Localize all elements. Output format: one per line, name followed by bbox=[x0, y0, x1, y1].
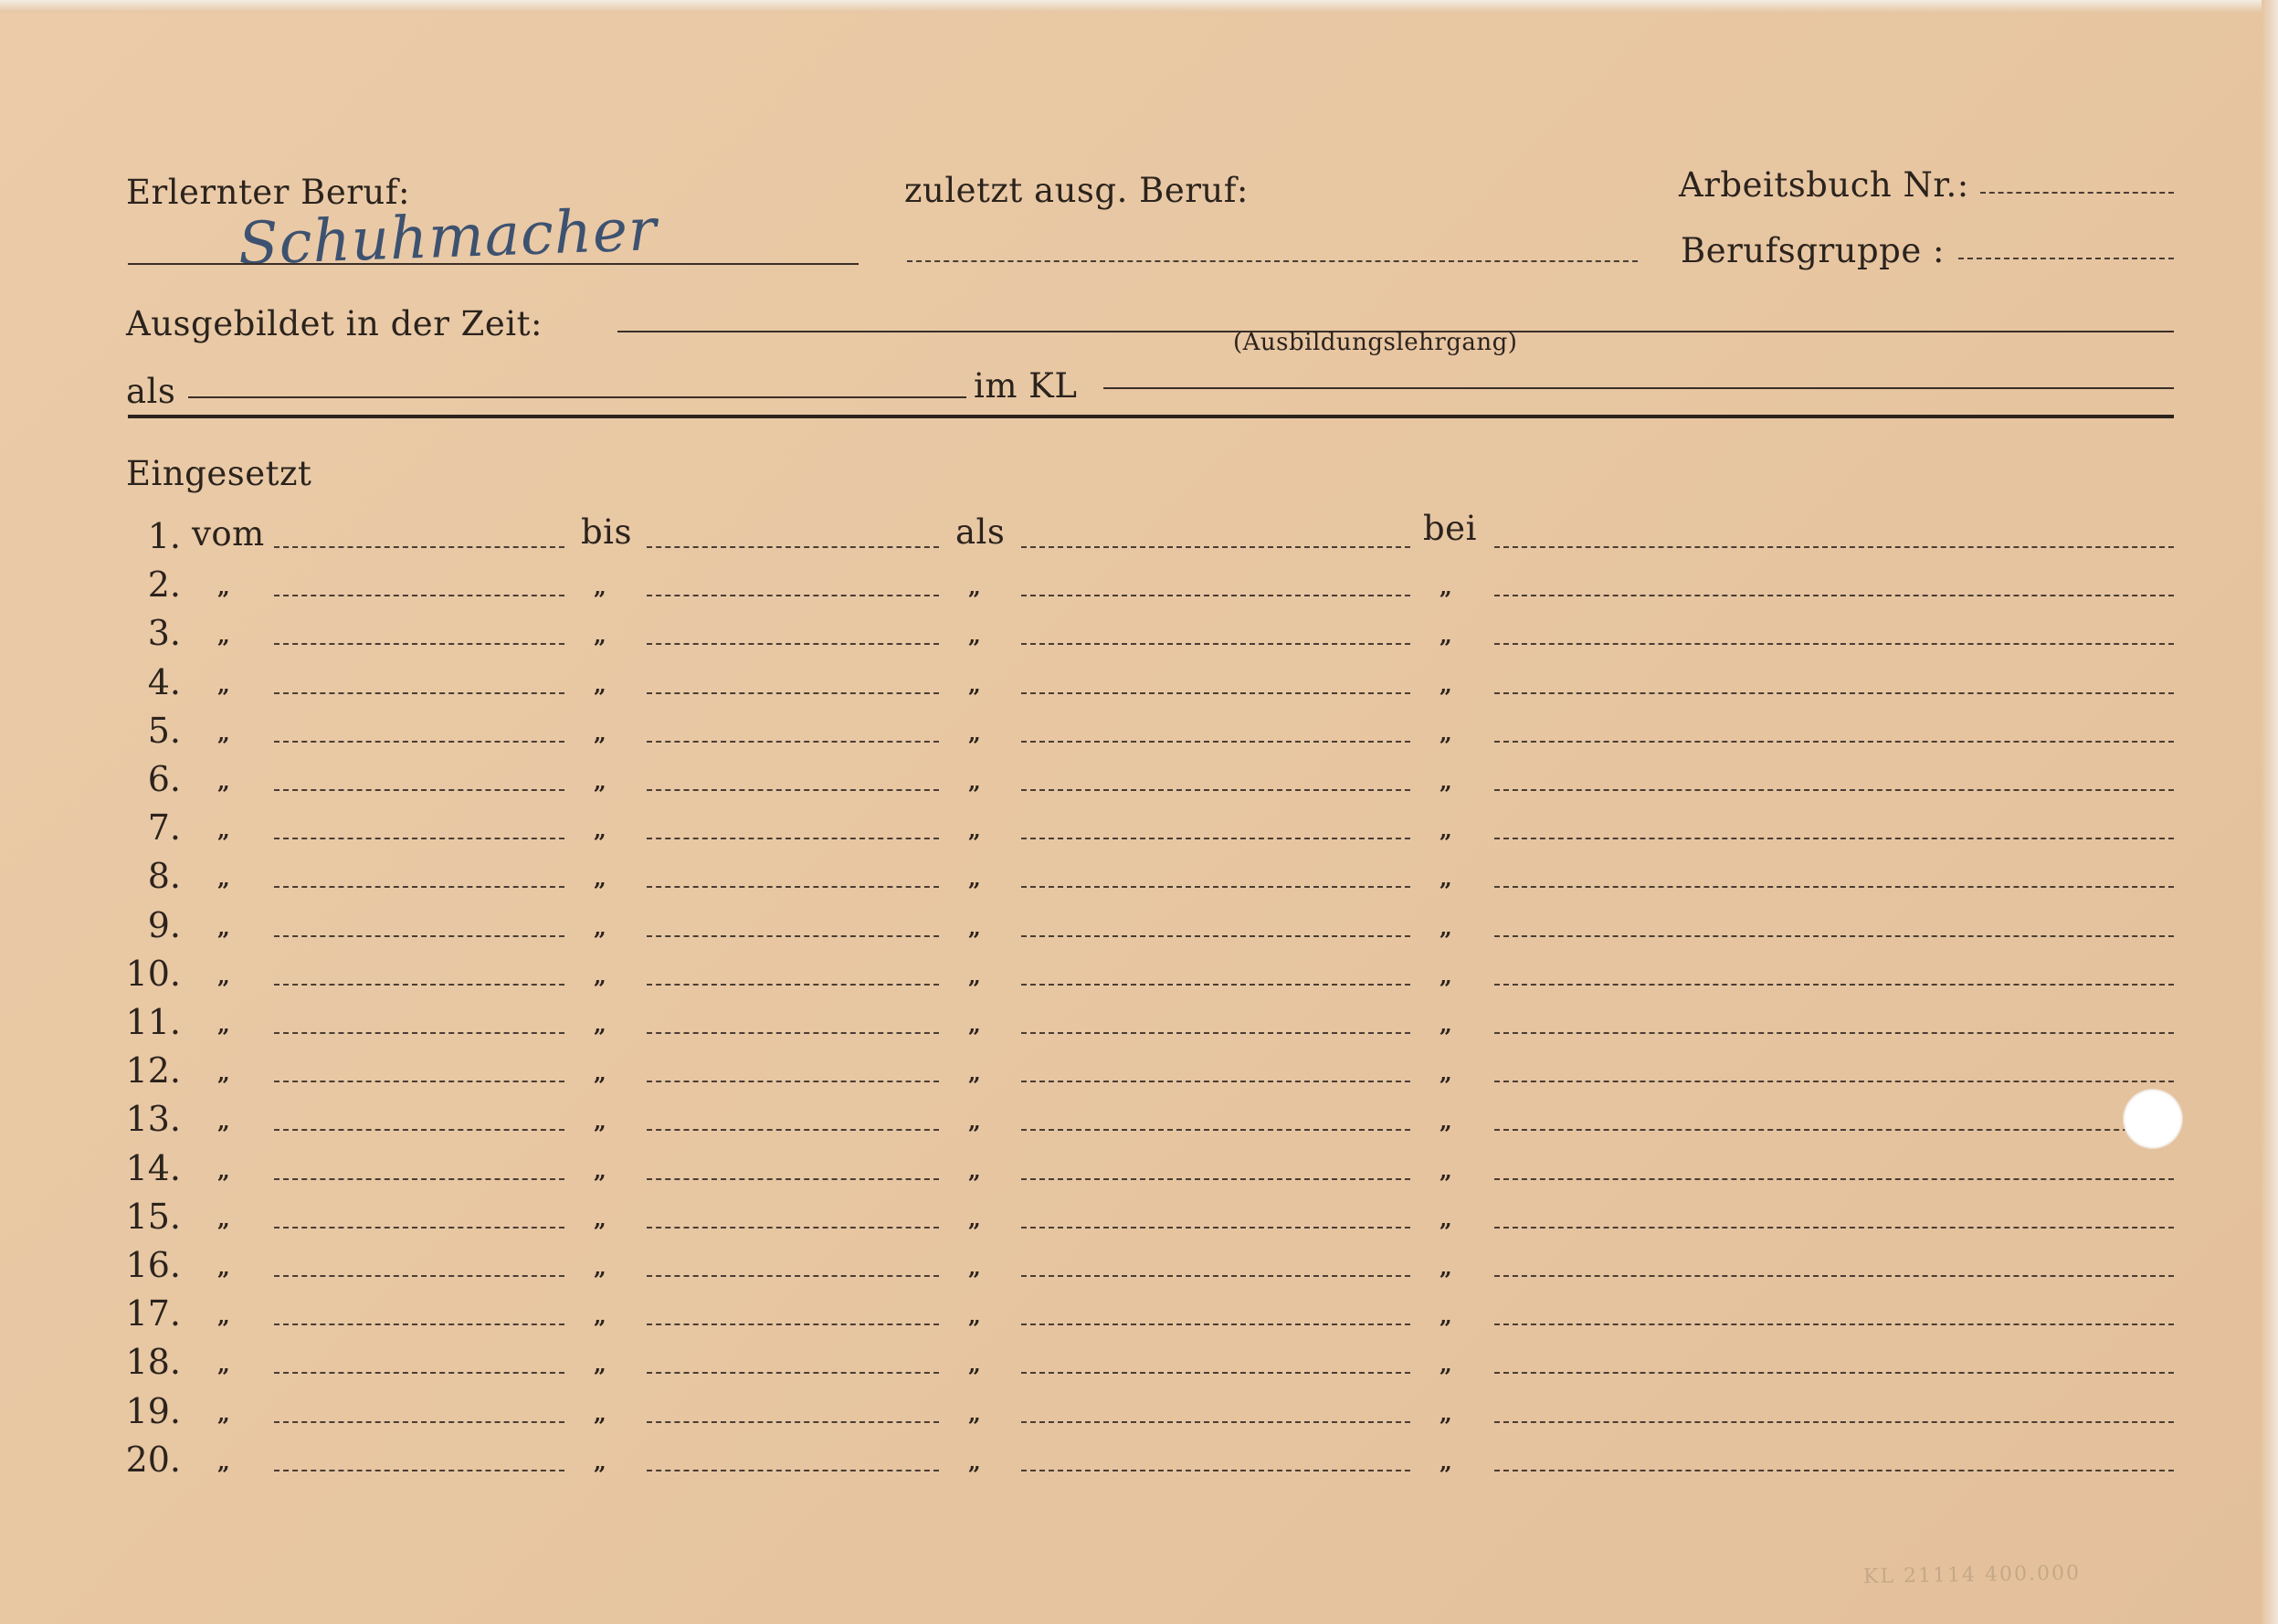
ditto-mark: „ bbox=[1440, 1254, 1452, 1281]
row-bis-line[interactable] bbox=[647, 984, 939, 986]
ditto-mark: „ bbox=[594, 1156, 606, 1184]
row-bis-line[interactable] bbox=[647, 1081, 939, 1082]
row-vom-line[interactable] bbox=[274, 984, 564, 986]
col-bei-label: bei bbox=[1423, 509, 1477, 548]
row-als-line[interactable] bbox=[1021, 1227, 1410, 1229]
row-number: 14. bbox=[125, 1147, 181, 1188]
row-number: 6. bbox=[147, 759, 181, 799]
ditto-mark: „ bbox=[217, 817, 230, 844]
ditto-mark: „ bbox=[968, 817, 981, 844]
row-number: 16. bbox=[125, 1245, 181, 1285]
row-number: 12. bbox=[125, 1050, 181, 1091]
row-bei-line[interactable] bbox=[1494, 1470, 2174, 1471]
ditto-mark: „ bbox=[594, 1205, 606, 1232]
ditto-mark: „ bbox=[1440, 670, 1452, 698]
ditto-mark: „ bbox=[1440, 1302, 1452, 1330]
ditto-mark: „ bbox=[217, 622, 230, 649]
row-number: 2. bbox=[147, 564, 181, 606]
row-vom-line[interactable] bbox=[274, 1081, 564, 1082]
ditto-mark: „ bbox=[968, 719, 981, 746]
erlernter-beruf-line bbox=[128, 263, 859, 265]
row-bis-line[interactable] bbox=[647, 1129, 939, 1131]
ditto-mark: „ bbox=[968, 865, 981, 892]
row-als-line[interactable] bbox=[1021, 1275, 1410, 1277]
row-number: 10. bbox=[125, 953, 181, 994]
row-bei-line[interactable] bbox=[1494, 789, 2174, 791]
row-vom-line[interactable] bbox=[274, 1178, 564, 1180]
ditto-mark: „ bbox=[1440, 1351, 1452, 1378]
row-als-line[interactable] bbox=[1021, 838, 1410, 839]
row-number: 11. bbox=[125, 1002, 181, 1042]
row-vom-line[interactable] bbox=[274, 1372, 564, 1374]
row-bis-line[interactable] bbox=[647, 1227, 939, 1229]
ditto-mark: „ bbox=[217, 1011, 230, 1038]
ditto-mark: „ bbox=[1440, 1205, 1452, 1232]
row-als-line[interactable] bbox=[1021, 692, 1410, 694]
row-als-line[interactable] bbox=[1021, 1470, 1410, 1471]
ditto-mark: „ bbox=[968, 1399, 981, 1427]
row-number: 5. bbox=[147, 710, 181, 751]
row-als-line[interactable] bbox=[1021, 1178, 1410, 1180]
ditto-mark: „ bbox=[968, 1302, 981, 1330]
ditto-mark: „ bbox=[217, 1399, 230, 1427]
row-als-line[interactable] bbox=[1021, 1032, 1410, 1034]
ditto-mark: „ bbox=[594, 865, 606, 892]
row-bei-line[interactable] bbox=[1494, 1081, 2174, 1082]
row-bei-line[interactable] bbox=[1494, 1323, 2174, 1325]
ditto-mark: „ bbox=[217, 865, 230, 892]
als-line[interactable] bbox=[188, 396, 966, 398]
ditto-mark: „ bbox=[217, 1351, 230, 1378]
row-number: 17. bbox=[125, 1293, 181, 1334]
ditto-mark: „ bbox=[968, 622, 981, 649]
ditto-mark: „ bbox=[1440, 1011, 1452, 1038]
row-als-line[interactable] bbox=[1021, 546, 1410, 548]
ditto-mark: „ bbox=[968, 574, 981, 601]
row-bei-line[interactable] bbox=[1494, 1275, 2174, 1277]
ditto-mark: „ bbox=[968, 768, 981, 795]
row-als-line[interactable] bbox=[1021, 1129, 1410, 1131]
row-bei-line[interactable] bbox=[1494, 595, 2174, 596]
ditto-mark: „ bbox=[1440, 622, 1452, 649]
row-bei-line[interactable] bbox=[1494, 1032, 2174, 1034]
row-vom-line[interactable] bbox=[274, 935, 564, 937]
row-als-line[interactable] bbox=[1021, 1421, 1410, 1423]
paper-edge-right bbox=[2262, 0, 2278, 1624]
row-bei-line[interactable] bbox=[1494, 643, 2174, 645]
row-number: 15. bbox=[125, 1196, 181, 1237]
row-bei-line[interactable] bbox=[1494, 984, 2174, 986]
row-vom-line[interactable] bbox=[274, 595, 564, 596]
row-number: 1. bbox=[147, 516, 181, 556]
ditto-mark: „ bbox=[217, 1302, 230, 1330]
row-vom-line[interactable] bbox=[274, 643, 564, 645]
row-bis-line[interactable] bbox=[647, 741, 939, 743]
row-number: 8. bbox=[147, 856, 181, 897]
ditto-mark: „ bbox=[217, 1108, 230, 1135]
row-bis-line[interactable] bbox=[647, 546, 939, 548]
ditto-mark: „ bbox=[968, 1254, 981, 1281]
row-vom-line[interactable] bbox=[274, 886, 564, 888]
section-divider bbox=[128, 415, 2174, 418]
ditto-mark: „ bbox=[1440, 1156, 1452, 1184]
row-vom-line[interactable] bbox=[274, 546, 564, 548]
ditto-mark: „ bbox=[968, 962, 981, 989]
col-als-label: als bbox=[955, 512, 1006, 552]
row-bis-line[interactable] bbox=[647, 1032, 939, 1034]
ditto-mark: „ bbox=[594, 574, 606, 601]
row-vom-line[interactable] bbox=[274, 1032, 564, 1034]
paper-edge-top bbox=[0, 0, 2278, 13]
ditto-mark: „ bbox=[217, 1448, 230, 1475]
row-vom-line[interactable] bbox=[274, 789, 564, 791]
ditto-mark: „ bbox=[968, 1011, 981, 1038]
row-number: 13. bbox=[125, 1099, 181, 1140]
ditto-mark: „ bbox=[594, 1448, 606, 1475]
row-als-line[interactable] bbox=[1021, 595, 1410, 596]
ditto-mark: „ bbox=[1440, 719, 1452, 746]
ditto-mark: „ bbox=[1440, 1108, 1452, 1135]
row-vom-line[interactable] bbox=[274, 1129, 564, 1131]
row-bei-line[interactable] bbox=[1494, 1372, 2174, 1374]
row-als-line[interactable] bbox=[1021, 1081, 1410, 1082]
row-number: 3. bbox=[147, 613, 181, 654]
row-bei-line[interactable] bbox=[1494, 546, 2174, 548]
berufsgruppe-label: Berufsgruppe : bbox=[1681, 231, 1945, 270]
row-bis-line[interactable] bbox=[647, 838, 939, 839]
row-als-line[interactable] bbox=[1021, 935, 1410, 937]
ditto-mark: „ bbox=[968, 1351, 981, 1378]
berufsgruppe-line[interactable] bbox=[1958, 258, 2174, 259]
ditto-mark: „ bbox=[1440, 768, 1452, 795]
kl-line[interactable] bbox=[1103, 387, 2174, 389]
row-bei-line[interactable] bbox=[1494, 692, 2174, 694]
row-bei-line[interactable] bbox=[1494, 838, 2174, 839]
row-number: 18. bbox=[125, 1342, 181, 1383]
ditto-mark: „ bbox=[968, 1060, 981, 1087]
row-vom-line[interactable] bbox=[274, 692, 564, 694]
eingesetzt-title: Eingesetzt bbox=[126, 454, 312, 493]
ditto-mark: „ bbox=[217, 1060, 230, 1087]
ditto-mark: „ bbox=[217, 962, 230, 989]
row-vom-line[interactable] bbox=[274, 1227, 564, 1229]
ditto-mark: „ bbox=[1440, 1399, 1452, 1427]
pencil-note: KL 21114 400.000 bbox=[1862, 1561, 2082, 1589]
ditto-mark: „ bbox=[968, 670, 981, 698]
row-bis-line[interactable] bbox=[647, 1421, 939, 1423]
col-bis-label: bis bbox=[581, 512, 633, 552]
row-als-line[interactable] bbox=[1021, 886, 1410, 888]
arbeitsbuch-label: Arbeitsbuch Nr.: bbox=[1679, 165, 1969, 205]
row-vom-line[interactable] bbox=[274, 1470, 564, 1471]
arbeitsbuch-line[interactable] bbox=[1980, 192, 2174, 194]
row-bis-line[interactable] bbox=[647, 595, 939, 596]
ditto-mark: „ bbox=[594, 1399, 606, 1427]
row-bis-line[interactable] bbox=[647, 935, 939, 937]
ditto-mark: „ bbox=[968, 1108, 981, 1135]
row-bis-line[interactable] bbox=[647, 643, 939, 645]
ditto-mark: „ bbox=[594, 768, 606, 795]
ditto-mark: „ bbox=[594, 913, 606, 941]
row-vom-line[interactable] bbox=[274, 741, 564, 743]
row-bei-line[interactable] bbox=[1494, 935, 2174, 937]
row-als-line[interactable] bbox=[1021, 643, 1410, 645]
ditto-mark: „ bbox=[594, 1108, 606, 1135]
ditto-mark: „ bbox=[1440, 1448, 1452, 1475]
ditto-mark: „ bbox=[968, 1156, 981, 1184]
row-vom-line[interactable] bbox=[274, 1275, 564, 1277]
row-als-line[interactable] bbox=[1021, 1372, 1410, 1374]
row-number: 9. bbox=[147, 904, 181, 945]
row-als-line[interactable] bbox=[1021, 1323, 1410, 1325]
ditto-mark: „ bbox=[968, 913, 981, 941]
ditto-mark: „ bbox=[1440, 865, 1452, 892]
row-als-line[interactable] bbox=[1021, 741, 1410, 743]
row-bei-line[interactable] bbox=[1494, 1178, 2174, 1180]
punch-hole bbox=[2123, 1089, 2183, 1149]
row-vom-line[interactable] bbox=[274, 838, 564, 839]
row-vom-line[interactable] bbox=[274, 1421, 564, 1423]
row-number: 4. bbox=[147, 661, 181, 702]
ditto-mark: „ bbox=[594, 1351, 606, 1378]
ditto-mark: „ bbox=[594, 962, 606, 989]
ditto-mark: „ bbox=[1440, 574, 1452, 601]
ditto-mark: „ bbox=[217, 913, 230, 941]
ditto-mark: „ bbox=[1440, 913, 1452, 941]
ausgebildet-label: Ausgebildet in der Zeit: bbox=[126, 304, 543, 343]
row-als-line[interactable] bbox=[1021, 984, 1410, 986]
ditto-mark: „ bbox=[217, 768, 230, 795]
ditto-mark: „ bbox=[594, 1011, 606, 1038]
ditto-mark: „ bbox=[217, 719, 230, 746]
row-bei-line[interactable] bbox=[1494, 1129, 2174, 1131]
row-bis-line[interactable] bbox=[647, 789, 939, 791]
row-number: 20. bbox=[125, 1439, 181, 1480]
ditto-mark: „ bbox=[217, 574, 230, 601]
erlernter-beruf-label: Erlernter Beruf: bbox=[126, 173, 410, 212]
ditto-mark: „ bbox=[1440, 1060, 1452, 1087]
lehrgang-label: (Ausbildungslehrgang) bbox=[1233, 329, 1518, 356]
ditto-mark: „ bbox=[594, 1254, 606, 1281]
zuletzt-beruf-label: zuletzt ausg. Beruf: bbox=[904, 171, 1249, 210]
row-bei-line[interactable] bbox=[1494, 741, 2174, 743]
erlernter-beruf-value: Schuhmacher bbox=[237, 196, 659, 279]
kl-label: im KL bbox=[974, 366, 1078, 406]
ditto-mark: „ bbox=[217, 1205, 230, 1232]
col-vom-label: vom bbox=[192, 514, 265, 554]
row-bis-line[interactable] bbox=[647, 886, 939, 888]
ditto-mark: „ bbox=[594, 817, 606, 844]
row-bis-line[interactable] bbox=[647, 692, 939, 694]
row-bis-line[interactable] bbox=[647, 1275, 939, 1277]
row-number: 7. bbox=[147, 807, 181, 849]
row-bis-line[interactable] bbox=[647, 1372, 939, 1374]
ditto-mark: „ bbox=[594, 1302, 606, 1330]
row-bis-line[interactable] bbox=[647, 1323, 939, 1325]
ditto-mark: „ bbox=[594, 1060, 606, 1087]
ditto-mark: „ bbox=[217, 1156, 230, 1184]
ditto-mark: „ bbox=[594, 670, 606, 698]
zuletzt-beruf-line[interactable] bbox=[907, 260, 1638, 262]
row-bei-line[interactable] bbox=[1494, 1421, 2174, 1423]
row-bis-line[interactable] bbox=[647, 1470, 939, 1471]
ditto-mark: „ bbox=[594, 719, 606, 746]
ditto-mark: „ bbox=[594, 622, 606, 649]
ditto-mark: „ bbox=[217, 1254, 230, 1281]
ditto-mark: „ bbox=[217, 670, 230, 698]
row-als-line[interactable] bbox=[1021, 789, 1410, 791]
ditto-mark: „ bbox=[1440, 817, 1452, 844]
row-bis-line[interactable] bbox=[647, 1178, 939, 1180]
als-label: als bbox=[126, 372, 176, 411]
row-vom-line[interactable] bbox=[274, 1323, 564, 1325]
row-number: 19. bbox=[125, 1390, 181, 1431]
row-bei-line[interactable] bbox=[1494, 1227, 2174, 1229]
ditto-mark: „ bbox=[1440, 962, 1452, 989]
ditto-mark: „ bbox=[968, 1205, 981, 1232]
row-bei-line[interactable] bbox=[1494, 886, 2174, 888]
ditto-mark: „ bbox=[968, 1448, 981, 1475]
